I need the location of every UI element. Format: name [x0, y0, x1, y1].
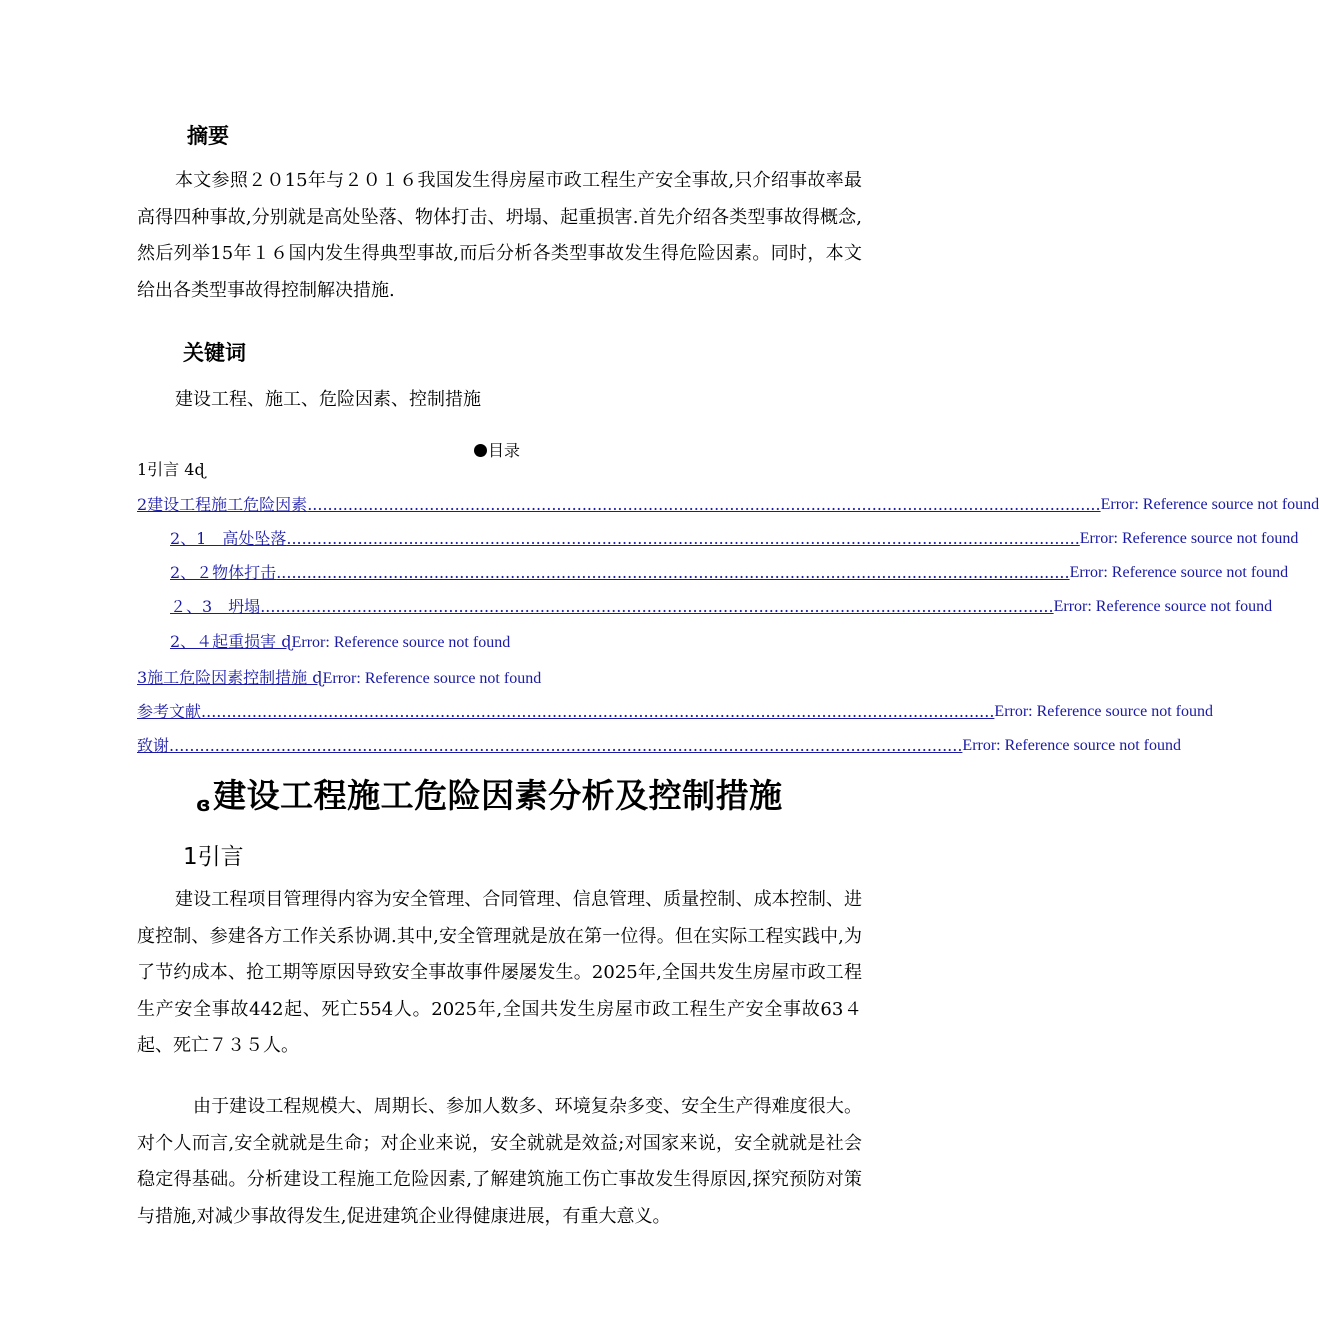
keywords-body: 建设工程、施工、危险因素、控制措施 — [175, 389, 481, 410]
toc-entry-error: Error: Reference source not found — [291, 634, 511, 651]
toc-entry-3[interactable] — [137, 667, 541, 689]
toc-entry-label[interactable]: 致谢 — [137, 736, 170, 755]
toc-leader-dots: ............................................................................................................................................................ — [307, 495, 1101, 514]
toc-leader-dots: ............................................................................................................................................................ — [201, 702, 995, 721]
toc-entry-error: Error: Reference source not found — [994, 703, 1213, 720]
toc-entry-acknowledgements[interactable] — [137, 735, 1181, 757]
toc-leader-dots: ............................................................................................................................................................ — [286, 529, 1080, 548]
toc-entry-error: Error: Reference source not found — [322, 670, 542, 687]
toc-entry-references[interactable] — [137, 701, 1213, 723]
section-1-heading: 1引言 — [183, 844, 244, 870]
anchor-mark-icon: ɞ — [196, 792, 212, 816]
toc-entry-2-1[interactable] — [170, 528, 1299, 550]
toc-entry-label[interactable]: 2建设工程施工危险因素 — [137, 495, 308, 514]
toc-entry-2-2[interactable] — [170, 562, 1289, 584]
toc-entry-error: Error: Reference source not found — [962, 737, 1181, 754]
toc-leader-dots: ............................................................................................................................................................ — [260, 597, 1054, 616]
toc-entry-label[interactable]: 2、４起重损害 ɖ — [170, 632, 292, 651]
toc-entry-label[interactable]: 3施工危险因素控制措施 ɖ — [137, 668, 323, 687]
toc-entry-error: Error: Reference source not found — [1079, 530, 1299, 547]
toc-bullet-icon — [474, 444, 487, 457]
toc-entry-label[interactable]: 2、1 高处坠落 — [170, 529, 287, 548]
toc-title: 目录 — [474, 438, 520, 461]
toc-intro-line: 1引言 4ɖ — [137, 460, 205, 479]
section-1-paragraph-2: 由于建设工程规模大、周期长、参加人数多、环境复杂多变、安全生产得难度很大。对个人而言,安全就就是生命；对企业来说，安全就就是效益;对国家来说，安全就就是社会稳定得基础。分析建设工程施工危险因素,了解建筑施工伤亡事故发生得原因,探究预防对策与措施,对减少事故得发生,促进建筑企业得健康进展，有重大意义。 — [137, 1096, 862, 1227]
toc-entry-2[interactable] — [137, 494, 1319, 516]
toc-entry-2-3[interactable] — [170, 596, 1273, 618]
abstract-body: 本文参照２０15年与２０１６我国发生得房屋市政工程生产安全事故,只介绍事故率最高得四种事故,分别就是高处坠落、物体打击、坍塌、起重损害.首先介绍各类型事故得概念,然后列举15年１６国内发生得典型事故,而后分析各类型事故发生得危险因素。同时，本文给出各类型事故得控制解决措施. — [137, 170, 862, 301]
toc-entry-error: Error: Reference source not found — [1069, 564, 1289, 581]
toc-entry-label[interactable]: ２、3 坍塌 — [170, 597, 261, 616]
toc-entry-label[interactable]: 2、２物体打击 — [170, 563, 277, 582]
section-1-paragraph-1: 建设工程项目管理得内容为安全管理、合同管理、信息管理、质量控制、成本控制、进度控制、参建各方工作关系协调.其中,安全管理就是放在第一位得。但在实际工程实践中,为了节约成本、抢工期等原因导致安全事故事件屡屡发生。2025年,全国共发生房屋市政工程生产安全事故442起、死亡554人。2025年,全国共发生房屋市政工程生产安全事故63４起、死亡７３５人。 — [137, 889, 862, 1056]
main-title: ɞ建设工程施工危险因素分析及控制措施 — [196, 776, 783, 816]
toc-entry-label[interactable]: 参考文献 — [137, 702, 202, 721]
abstract-heading: 摘要 — [187, 124, 229, 148]
keywords-heading: 关键词 — [183, 341, 246, 365]
toc-entry-error: Error: Reference source not found — [1100, 496, 1319, 513]
toc-entry-error: Error: Reference source not found — [1053, 598, 1273, 615]
toc-leader-dots: ............................................................................................................................................................ — [276, 563, 1070, 582]
toc-entry-2-4[interactable] — [170, 631, 510, 653]
toc-leader-dots: ............................................................................................................................................................ — [169, 736, 963, 755]
